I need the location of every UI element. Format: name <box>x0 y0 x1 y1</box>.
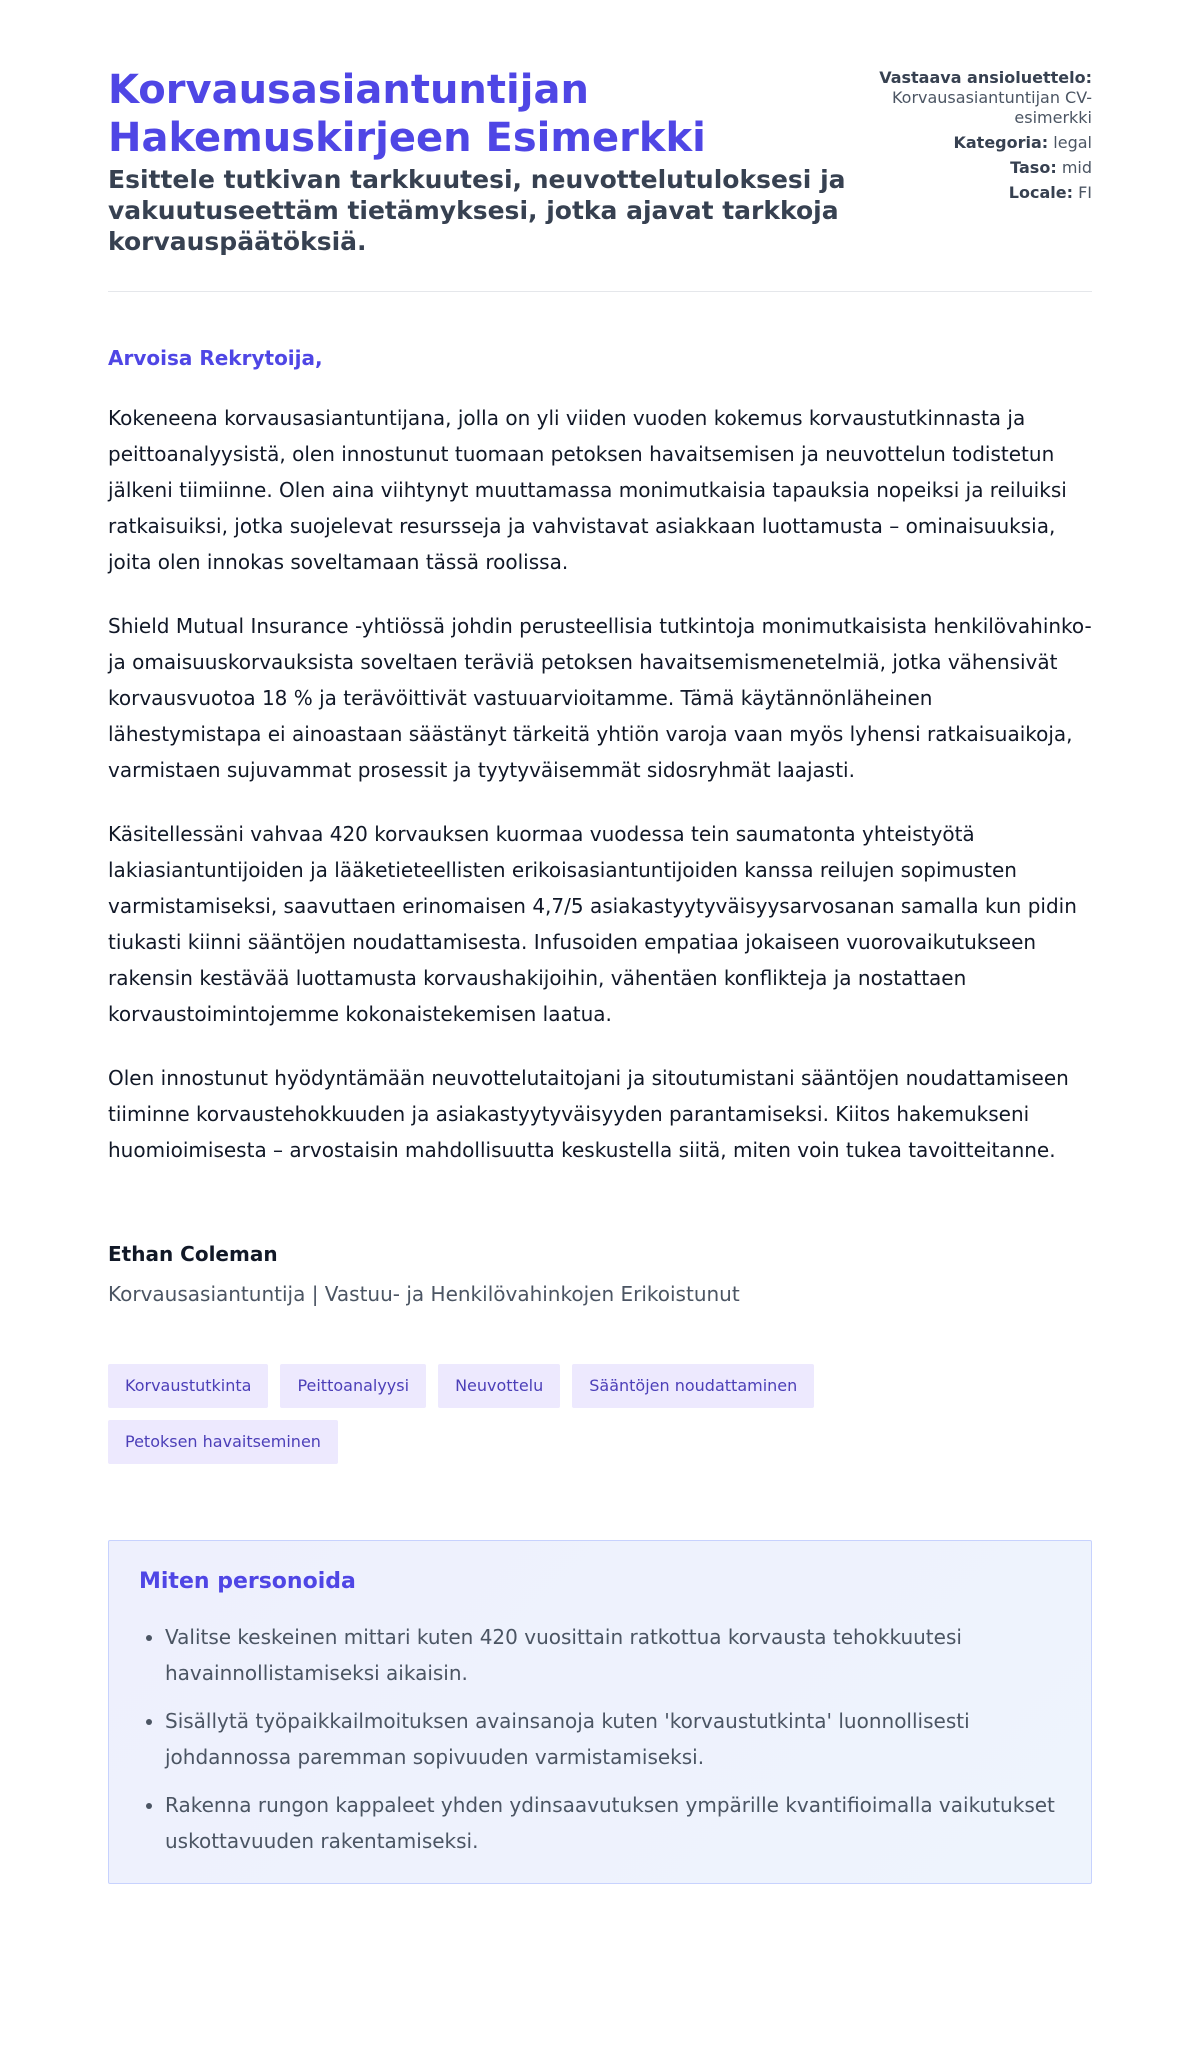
page-subtitle: Esittele tutkivan tarkkuutesi, neuvottelutuloksesi ja vakuutuseettäm tietämyksesi, jotka ajavat tarkkoja korvauspäätöksiä. <box>108 165 846 256</box>
personalization-tips <box>108 1540 1092 1884</box>
meta-related-value: Korvausasiantuntijan CV-esimerkki <box>891 88 1092 127</box>
letter-paragraph: Kokeneena korvausasiantuntijana, jolla on yli viiden vuoden kokemus korvaustutkinnasta ja peittoanalyysistä, olen innostunut tuomaan petoksen havaitsemisen ja neuvottelun todistetun jälkeni tiimiinne. Olen aina viihtynyt muuttamassa monimutkaisia tapauksia nopeiksi ja reiluiksi ratkaisuiksi, jotka suojelevat resursseja ja vahvistavat asiakkaan luottamusta – ominaisuuksia, joita olen innokas soveltamaan tässä roolissa. <box>108 406 1067 574</box>
meta-locale-value: FI <box>1078 183 1092 202</box>
meta-category-value: legal <box>1053 133 1092 152</box>
header <box>108 0 1092 292</box>
meta-level-label: Taso: <box>1010 158 1057 177</box>
skill-tag: Korvaustutkinta <box>108 1364 268 1408</box>
meta-level-value: mid <box>1061 158 1092 177</box>
meta-panel <box>872 66 1092 208</box>
letter-paragraph: Käsitellessäni vahvaa 420 korvauksen kuormaa vuodessa tein saumatonta yhteistyötä lakiasiantuntijoiden ja lääketieteellisten erikoisasiantuntijoiden kanssa reilujen sopimusten varmistamiseksi, saavuttaen erinomaisen 4,7/5 asiakastyytyväisyysarvosanan samalla kun pidin tiukasti kiinni sääntöjen noudattamisesta. Infusoiden empatiaa jokaiseen vuorovaikutukseen rakensin kestävää luottamusta korvaushakijoihin, vähentäen konflikteja ja nostattaen korvaustoimintojemme kokonaistekemisen laatua. <box>108 822 1077 1026</box>
meta-related-label: Vastaava ansioluettelo: <box>879 68 1092 87</box>
meta-locale <box>872 183 1092 203</box>
title-block <box>108 66 848 257</box>
meta-locale-label: Locale: <box>1008 183 1073 202</box>
meta-category-label: Kategoria: <box>953 133 1049 152</box>
letter-body <box>108 344 1092 1308</box>
skill-tag: Neuvottelu <box>438 1364 560 1408</box>
meta-related-resume <box>872 68 1092 128</box>
skill-tag: Peittoanalyysi <box>280 1364 426 1408</box>
page-title: Korvausasiantuntijan Hakemuskirjeen Esimerkki <box>108 67 706 161</box>
signature-name: Ethan Coleman <box>108 1242 278 1266</box>
skill-tags <box>108 1364 868 1464</box>
tip-item: • Rakenna rungon kappaleet yhden ydinsaavutuksen ympärille kvantifioimalla vaikutukset uskottavuuden rakentamiseksi. <box>165 1787 1061 1859</box>
letter-paragraph: Shield Mutual Insurance -yhtiössä johdin perusteellisia tutkintoja monimutkaisista henkilövahinko- ja omaisuuskorvauksista soveltaen teräviä petoksen havaitsemismenetelmiä, jotka vähensivät korvausvuotoa 18 % ja terävöittivät vastuuarvioitamme. Tämä käytännönläheinen lähestymistapa ei ainoastaan säästänyt tärkeitä yhtiön varoja vaan myös lyhensi ratkaisuaikoja, varmistaen sujuvammat prosessit ja tyytyväisemmät sidosryhmät laajasti. <box>108 614 1092 782</box>
letter-paragraph: Olen innostunut hyödyntämään neuvottelutaitojani ja sitoutumistani sääntöjen noudattamiseen tiiminne korvaustehokkuuden ja asiakastyytyväisyyden parantamiseksi. Kiitos hakemukseni huomioimisesta – arvostaisin mahdollisuutta keskustella siitä, miten voin tukea tavoitteitanne. <box>108 1066 1069 1162</box>
tip-item: • Sisällytä työpaikkailmoituksen avainsanoja kuten 'korvaustutkinta' luonnollisesti johdannossa paremman sopivuuden varmistamiseksi. <box>165 1703 1061 1775</box>
meta-category <box>872 133 1092 153</box>
tips-title: Miten personoida <box>139 1569 356 1594</box>
signature-role: Korvausasiantuntija | Vastuu- ja Henkilövahinkojen Erikoistunut <box>108 1282 740 1306</box>
meta-level <box>872 158 1092 178</box>
skill-tag: Sääntöjen noudattaminen <box>572 1364 814 1408</box>
skill-tag: Petoksen havaitseminen <box>108 1420 338 1464</box>
letter-greeting: Arvoisa Rekrytoija, <box>108 346 323 370</box>
tips-list <box>139 1619 1061 1859</box>
tip-item: • Valitse keskeinen mittari kuten 420 vuosittain ratkottua korvausta tehokkuutesi havainnollistamiseksi aikaisin. <box>165 1619 1061 1691</box>
